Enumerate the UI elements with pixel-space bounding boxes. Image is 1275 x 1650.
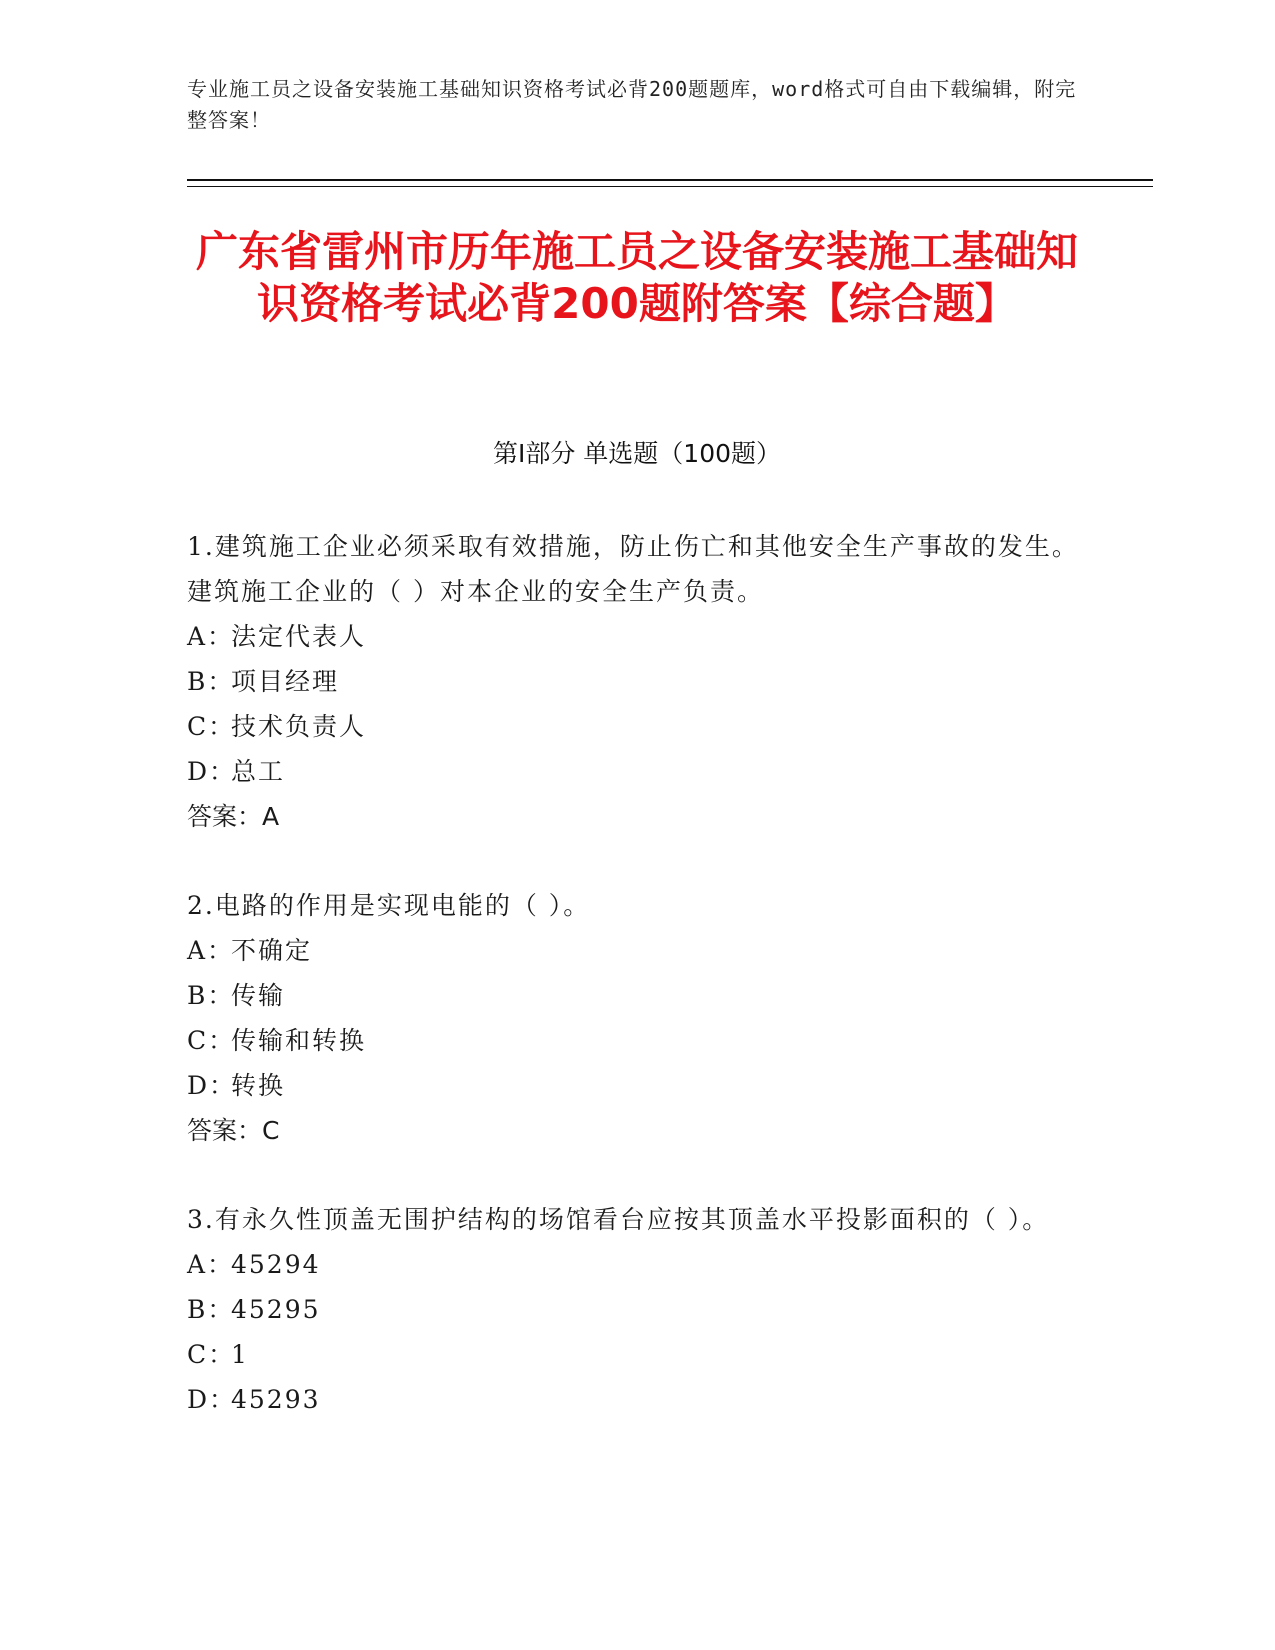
option-key: A：: [187, 936, 235, 965]
question-stem: 1.建筑施工企业必须采取有效措施，防止伤亡和其他安全生产事故的发生。建筑施工企业的（ ）对本企业的安全生产负责。: [187, 532, 1079, 606]
option-c: [187, 1332, 1087, 1377]
option-text: 传输: [231, 981, 286, 1010]
option-key: D：: [187, 1071, 237, 1100]
option-key: D：: [187, 757, 237, 786]
option-d: [187, 1377, 1087, 1422]
option-text: 传输和转换: [231, 1026, 367, 1055]
answer-line: 答案：A: [187, 802, 280, 831]
option-key: C：: [187, 712, 236, 741]
option-key: B：: [187, 981, 235, 1010]
question-stem: 2.电路的作用是实现电能的（ ）。: [187, 891, 591, 920]
option-key: C：: [187, 1340, 236, 1369]
option-b: [187, 973, 1087, 1018]
option-b: [187, 659, 1087, 704]
option-a: [187, 1242, 1087, 1287]
option-c: [187, 1018, 1087, 1063]
option-text: 转换: [231, 1071, 286, 1100]
option-key: D：: [187, 1385, 237, 1414]
header-divider-thin: [187, 186, 1153, 187]
option-text: 45293: [231, 1385, 321, 1414]
option-a: [187, 614, 1087, 659]
option-key: B：: [187, 667, 235, 696]
option-key: C：: [187, 1026, 236, 1055]
option-b: [187, 1287, 1087, 1332]
option-a: [187, 928, 1087, 973]
question-1: [187, 524, 1087, 839]
option-text: 项目经理: [231, 667, 340, 696]
option-d: [187, 749, 1087, 794]
question-list: [187, 524, 1087, 1466]
header-divider-thick: [187, 179, 1153, 181]
option-text: 不确定: [231, 936, 313, 965]
option-key: A：: [187, 1250, 235, 1279]
answer-line: 答案：C: [187, 1116, 280, 1145]
header-note: 专业施工员之设备安装施工基础知识资格考试必背200题题库，word格式可自由下载编辑，附完整答案！: [187, 77, 1077, 132]
option-text: 法定代表人: [231, 622, 367, 651]
option-text: 技术负责人: [231, 712, 367, 741]
question-3: [187, 1197, 1087, 1422]
option-d: [187, 1063, 1087, 1108]
document-title: 广东省雷州市历年施工员之设备安装施工基础知识资格考试必背200题附答案【综合题】: [195, 227, 1078, 328]
option-text: 总工: [231, 757, 286, 786]
option-key: B：: [187, 1295, 235, 1324]
option-key: A：: [187, 622, 235, 651]
question-stem: 3.有永久性顶盖无围护结构的场馆看台应按其顶盖水平投影面积的（ ）。: [187, 1205, 1050, 1234]
option-text: 45295: [231, 1295, 321, 1324]
option-text: 45294: [231, 1250, 321, 1279]
section-heading: 第I部分 单选题（100题）: [492, 439, 782, 468]
question-2: [187, 883, 1087, 1153]
option-text: 1: [231, 1340, 249, 1369]
option-c: [187, 704, 1087, 749]
